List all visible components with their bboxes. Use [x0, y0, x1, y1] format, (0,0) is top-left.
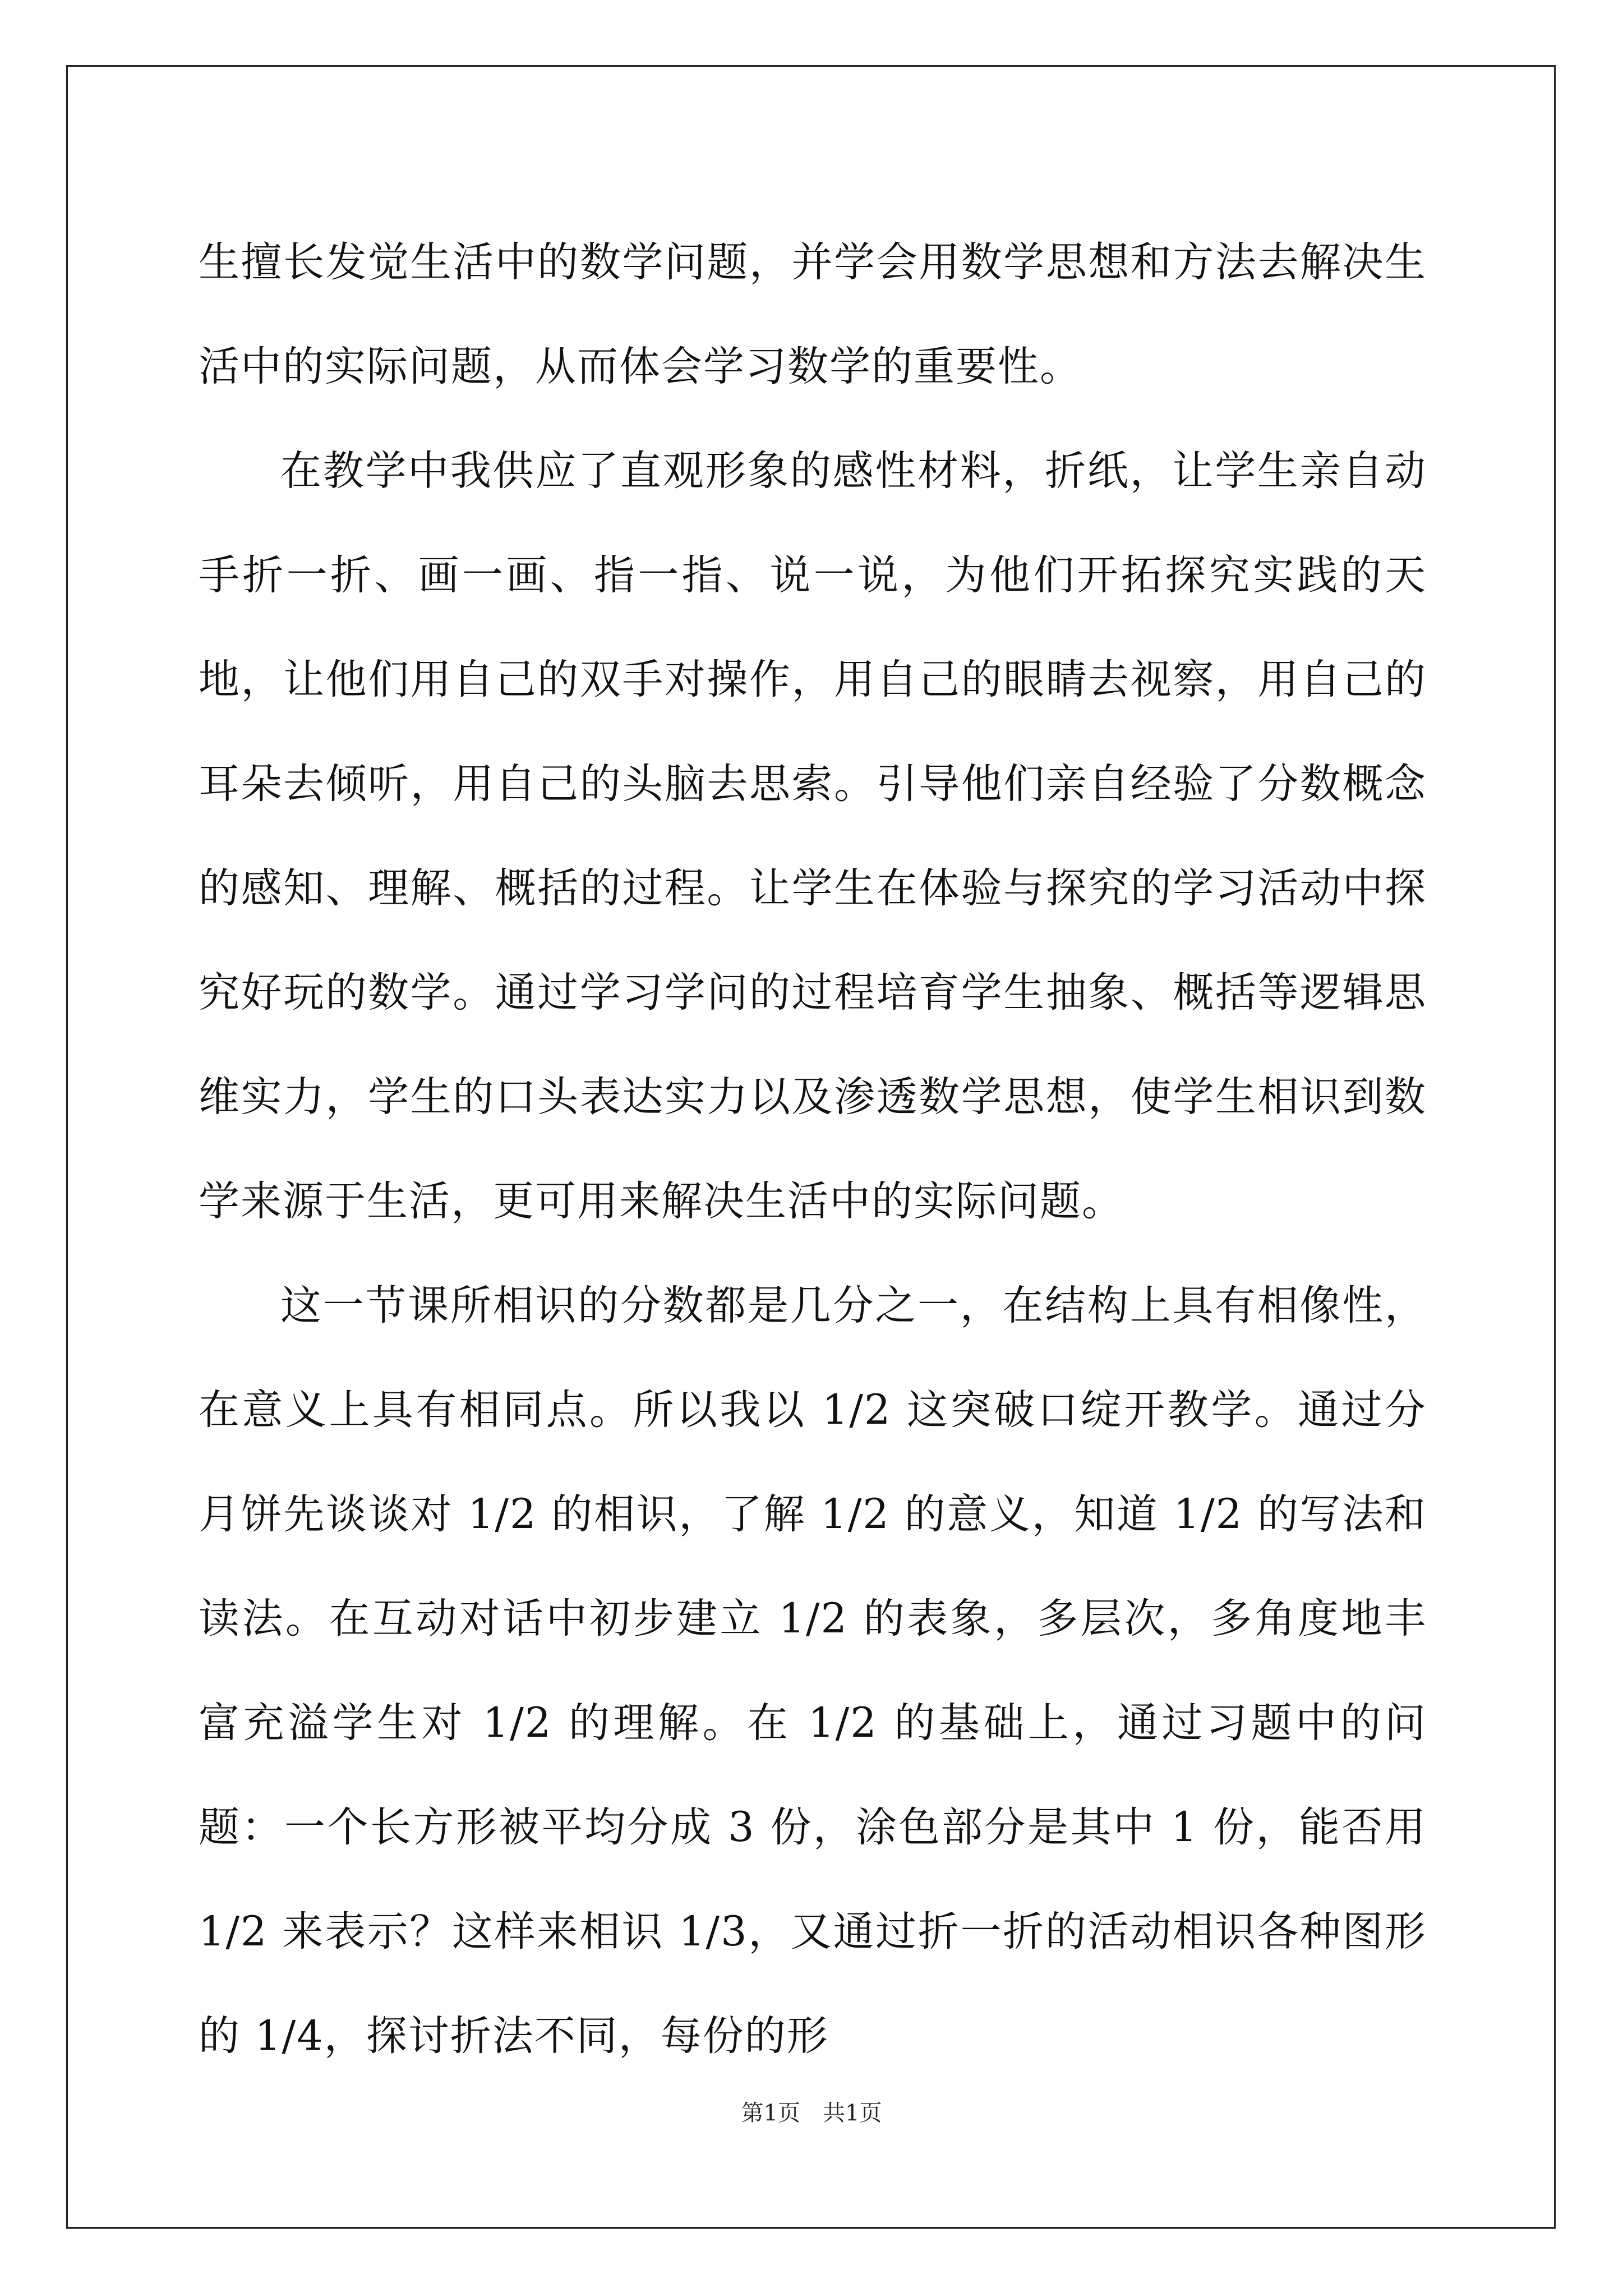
page-number: 第1页 — [741, 2100, 800, 2126]
document-body — [199, 210, 1427, 2088]
paragraph-2: 在教学中我供应了直观形象的感性材料，折纸，让学生亲自动手折一折、画一画、指一指、说一说，为他们开拓探究实践的天地，让他们用自己的双手对操作，用自己的眼睛去视察，用自己的耳朵去倾听，用自己的头脑去思索。引导他们亲自经验了分数概念的感知、理解、概括的过程。让学生在体验与探究的学习活动中探究好玩的数学。通过学习学问的过程培育学生抽象、概括等逻辑思维实力，学生的口头表达实力以及渗透数学思想，使学生相识到数学来源于生活，更可用来解决生活中的实际问题。 — [199, 447, 1427, 1225]
paragraph-3: 这一节课所相识的分数都是几分之一，在结构上具有相像性，在意义上具有相同点。所以我以 1/2 这突破口绽开教学。通过分月饼先谈谈对 1/2 的相识，了解 1/2 的意义，知道 1/2 的写法和读法。在互动对话中初步建立 1/2 的表象，多层次，多角度地丰富充溢学生对 1/2 的理解。在 1/2 的基础上，通过习题中的问题：一个长方形被平均分成 3 份，涂色部分是其中 1 份，能否用 1/2 来表示？这样来相识 1/3，又通过折一折的活动相识各种图形的 1/4，探讨折法不同，每份的形 — [199, 1282, 1427, 2060]
page-footer — [0, 2095, 1623, 2127]
paragraph-1: 生擅长发觉生活中的数学问题，并学会用数学思想和方法去解决生活中的实际问题，从而体会学习数学的重要性。 — [199, 238, 1427, 390]
page-total: 共1页 — [823, 2100, 882, 2126]
